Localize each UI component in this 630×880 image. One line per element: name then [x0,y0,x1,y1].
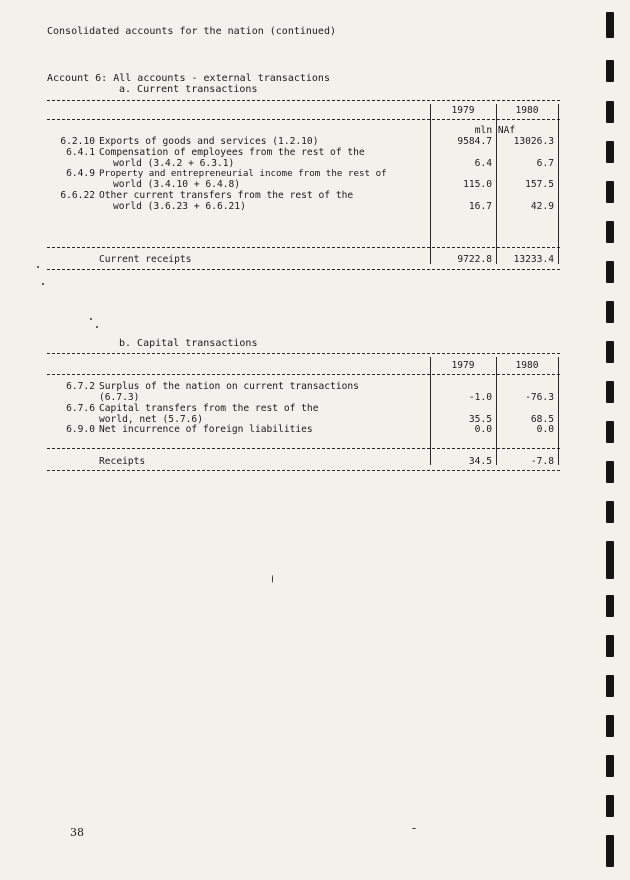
value-1980: 42.9 [530,201,554,212]
value-1980: 0.0 [536,424,554,435]
value-1980: 6.7 [536,158,554,169]
section-b-header-1980: 1980 [515,360,539,371]
row-code: 6.6.22 [60,190,95,201]
scan-speck [412,828,416,829]
value-1979: 16.7 [468,201,492,212]
value-1980: 157.5 [525,179,554,190]
row-label-cont: world (3.6.23 + 6.6.21) [113,201,246,212]
page-title: Consolidated accounts for the nation (continued) [47,26,336,37]
total-1979: 34.5 [468,456,492,467]
binder-mark [606,221,614,243]
section-a-col-rule-3 [558,104,559,264]
scan-speck [96,326,98,328]
total-1980: 13233.4 [513,254,554,265]
value-1979: 35.5 [468,414,492,425]
binder-mark [606,541,614,579]
row-code: 6.4.1 [66,147,95,158]
binder-mark [606,60,614,82]
row-label-cont: (6.7.3) [99,392,140,403]
section-b-header-1979: 1979 [451,360,475,371]
total-1980: -7.8 [530,456,554,467]
total-1979: 9722.8 [457,254,492,265]
row-label-cont: world (3.4.10 + 6.4.8) [113,179,241,190]
binder-mark [606,795,614,817]
row-code: 6.4.9 [66,168,95,179]
binder-mark [606,261,614,283]
binder-mark [606,715,614,737]
section-a-total-rule-top [47,247,560,248]
section-a-col-rule-1 [430,104,431,264]
binder-mark [606,635,614,657]
row-label: Surplus of the nation on current transactions [99,381,359,392]
row-code: 6.9.0 [66,424,95,435]
row-label: Net incurrence of foreign liabilities [99,424,313,435]
binder-mark [606,12,614,38]
binder-mark [606,595,614,617]
row-label-cont: world, net (5.7.6) [99,414,203,425]
value-1979: 115.0 [463,179,492,190]
row-code: 6.7.6 [66,403,95,414]
binder-mark [606,835,614,867]
value-1979: 0.0 [474,424,492,435]
row-code: 6.2.10 [60,136,95,147]
section-a-header-1980: 1980 [515,105,539,116]
value-1980: 13026.3 [513,136,554,147]
total-label: Receipts [99,456,146,467]
binder-mark [606,501,614,523]
scan-speck [37,266,39,268]
section-b-bottom-rule [47,470,560,471]
page-number: 38 [70,826,84,839]
section-b-header-rule [47,374,560,375]
binder-mark [606,341,614,363]
binder-mark [606,421,614,443]
binder-mark [606,301,614,323]
section-a-header-1979: 1979 [451,105,475,116]
row-label: Capital transfers from the rest of the [99,403,319,414]
account-title: Account 6: All accounts - external transactions [47,73,330,84]
section-b-top-rule [47,353,560,354]
section-a-unit: mln NAf [474,125,516,136]
scan-speck [90,318,92,320]
binder-mark [606,101,614,123]
section-b-title: b. Capital transactions [119,338,258,349]
value-1980: 68.5 [530,414,554,425]
binder-mark [606,141,614,163]
section-b-total-rule-top [47,448,560,449]
row-label: Other current transfers from the rest of the [99,190,354,201]
value-1979: -1.0 [468,392,492,403]
section-a-header-rule [47,119,560,120]
value-1979: 9584.7 [457,136,492,147]
total-label: Current receipts [99,254,192,265]
row-label: Compensation of employees from the rest of the [99,147,365,158]
value-1979: 6.4 [474,158,492,169]
value-1980: -76.3 [525,392,554,403]
section-a-title: a. Current transactions [119,84,258,95]
section-a-top-rule [47,100,560,101]
binder-mark [606,461,614,483]
binder-mark [606,675,614,697]
binder-mark [606,755,614,777]
scan-speck [42,283,44,285]
row-label-cont: world (3.4.2 + 6.3.1) [113,158,235,169]
scan-speck [272,575,273,583]
binder-mark [606,381,614,403]
row-label: Property and entrepreneurial income from the rest of [99,168,387,179]
row-code: 6.7.2 [66,381,95,392]
section-a-bottom-rule [47,269,560,270]
binder-mark [606,181,614,203]
row-label: Exports of goods and services (1.2.10) [99,136,319,147]
